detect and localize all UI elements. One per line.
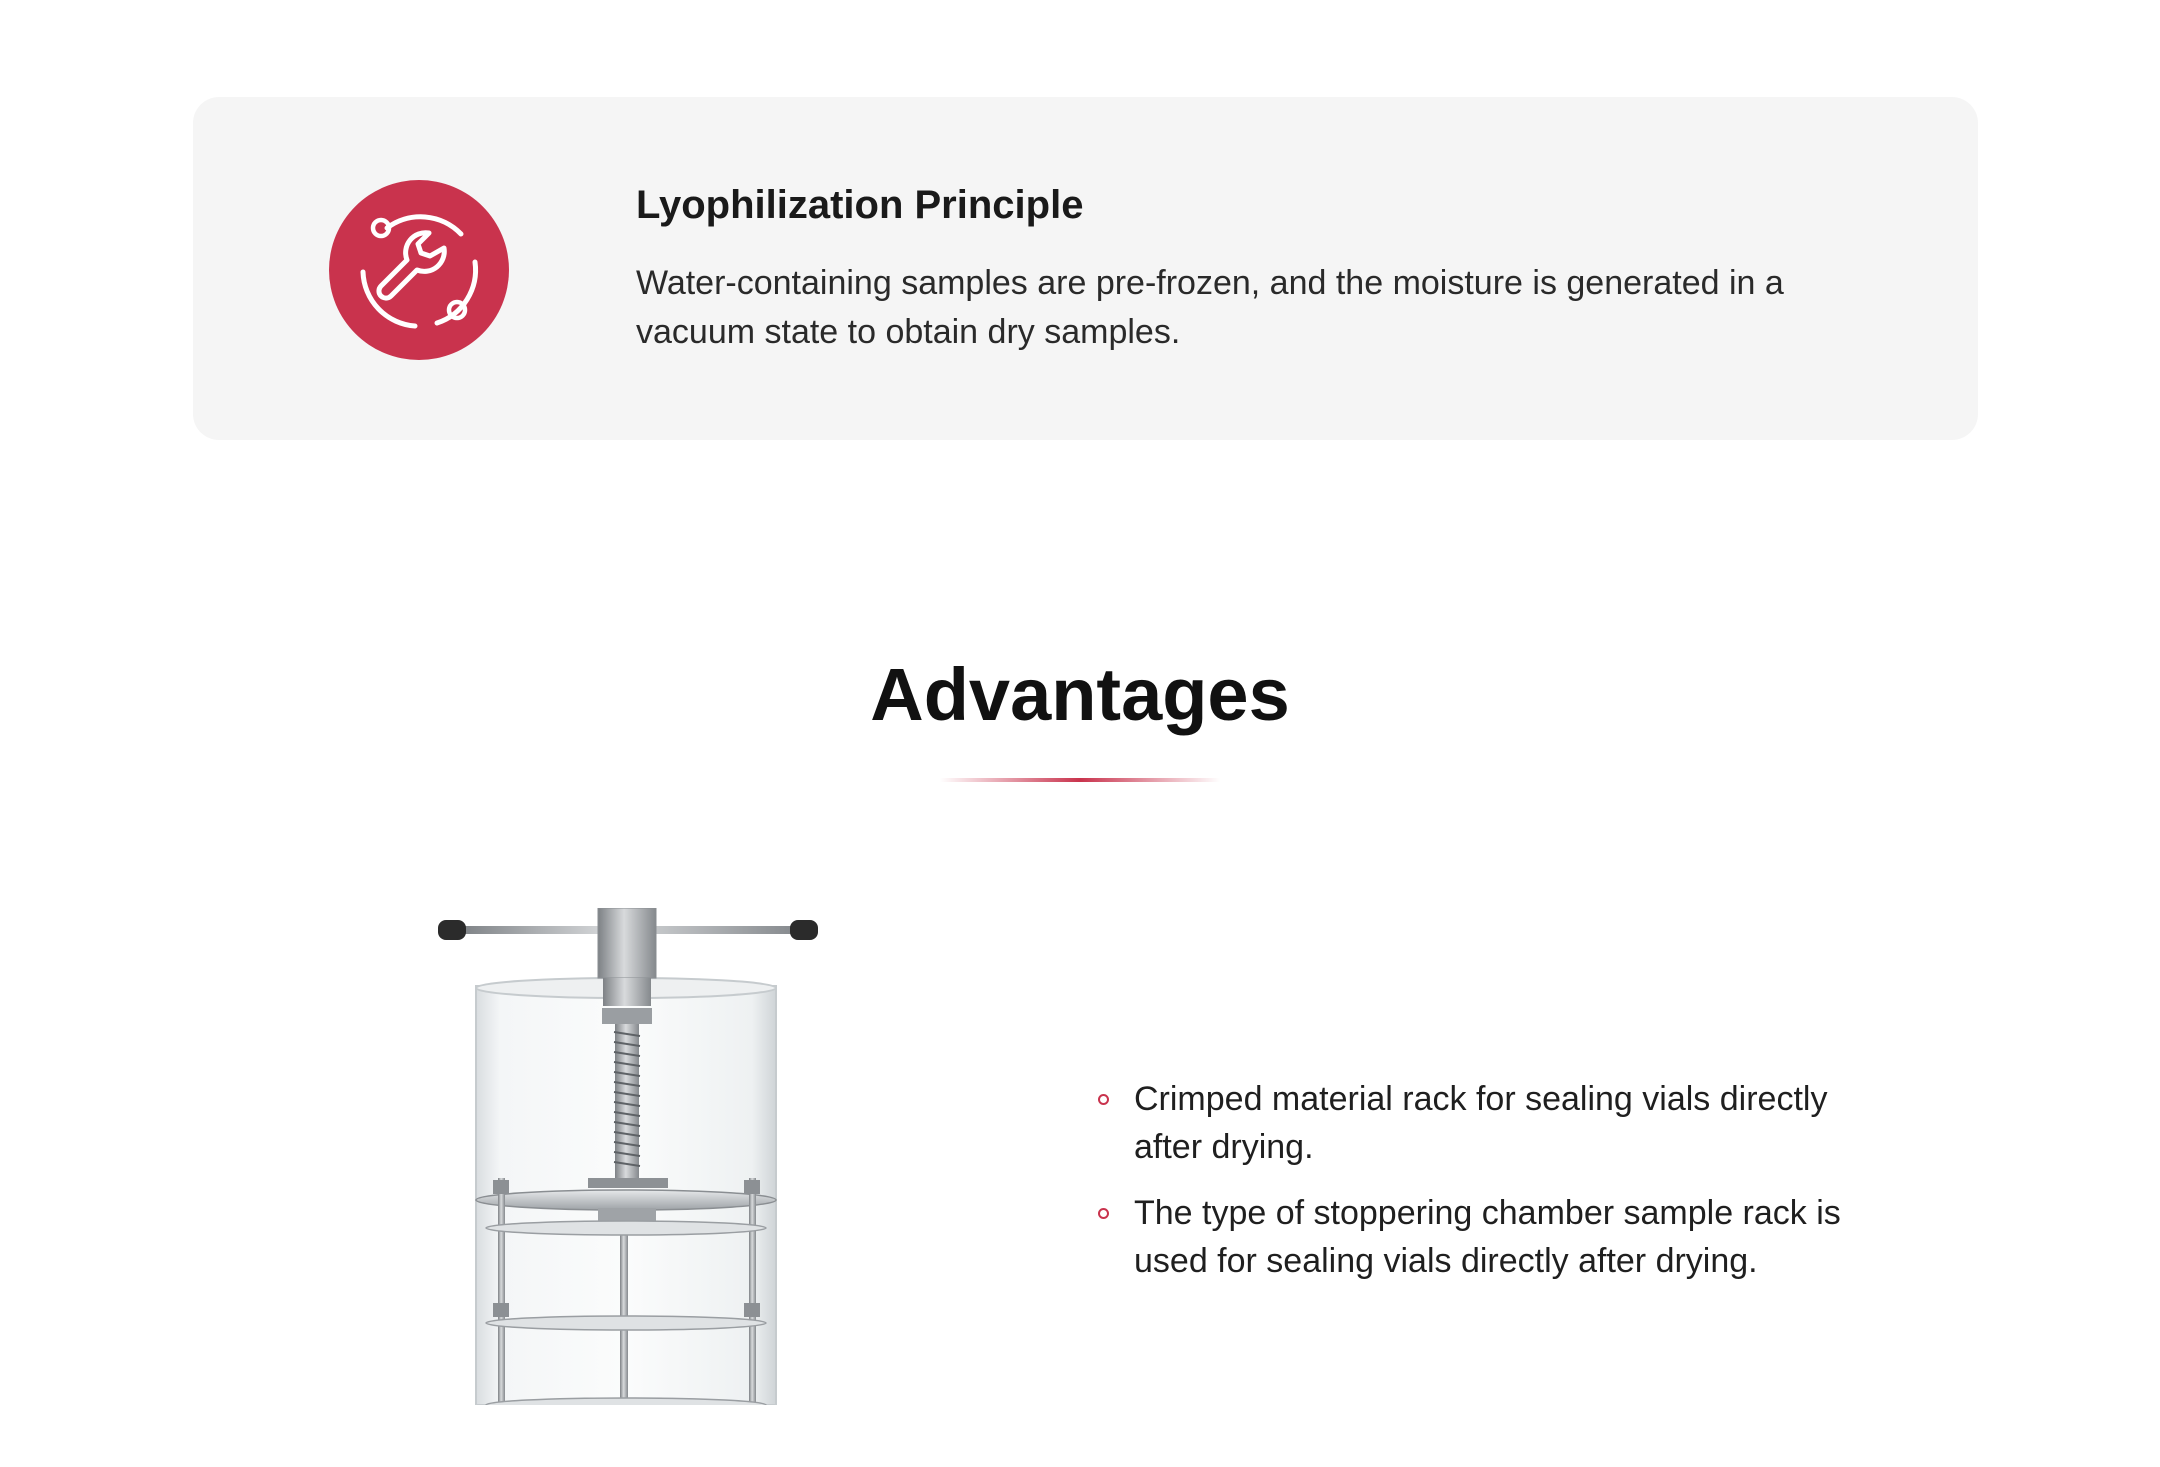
- list-item: [1097, 1189, 1897, 1285]
- principle-card: [193, 97, 1978, 440]
- list-item-text: Crimped material rack for sealing vials directly after drying.: [1134, 1080, 1828, 1166]
- list-item: [1097, 1075, 1897, 1171]
- principle-title: Lyophilization Principle: [636, 183, 1084, 227]
- bullet-circle-icon: [1098, 1094, 1109, 1105]
- product-image: [438, 908, 818, 1405]
- title-underline: [940, 778, 1220, 782]
- advantages-list: [1097, 1075, 1897, 1303]
- principle-description: Water-containing samples are pre-frozen, and the moisture is generated in a vacuum state to obtain dry samples.: [636, 264, 1784, 351]
- list-item-text: The type of stoppering chamber sample rack is used for sealing vials directly after drying.: [1134, 1194, 1841, 1280]
- advantages-title: Advantages: [870, 653, 1290, 736]
- wrench-icon: [329, 180, 509, 360]
- bullet-circle-icon: [1098, 1208, 1109, 1219]
